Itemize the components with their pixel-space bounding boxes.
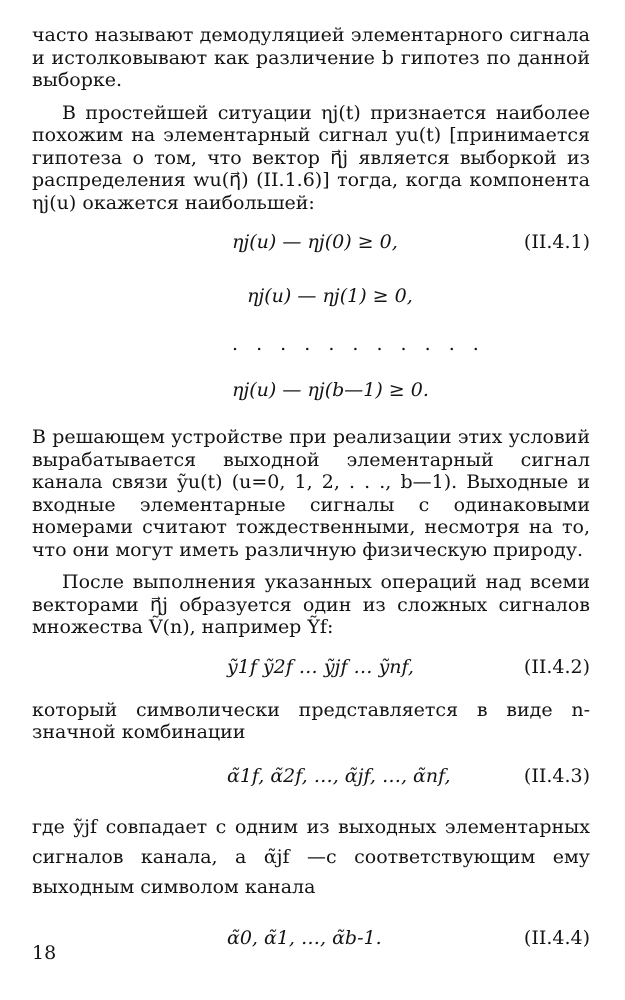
equation-expression: ηj(u) — ηj(1) ≥ 0, — [247, 285, 413, 307]
equation-expression: α̃0, α̃1, …, α̃b-1. — [227, 926, 382, 949]
paragraph-4: После выполнения указанных операций над всеми векторами η⃗j образуется один из сложных сигналов множества Ṽ(n), например Ỹf: — [32, 571, 590, 638]
equation-number: (II.4.3) — [523, 764, 590, 787]
equation-condition-2 — [32, 274, 590, 318]
equation-number: (II.4.4) — [523, 926, 590, 949]
equation-number: (II.4.1) — [523, 231, 590, 253]
equation-expression: ηj(u) — ηj(b—1) ≥ 0. — [232, 379, 429, 401]
equation-ii-4-2 — [32, 645, 590, 689]
equation-condition-b — [32, 368, 590, 412]
equation-expression: ηj(u) — ηj(0) ≥ 0, — [232, 231, 398, 253]
paragraph-6: где ỹjf совпадает с одним из выходных элементарных сигналов канала, а α̃jf —с соответствующим ему выходным символом канала — [32, 815, 590, 898]
page-number: 18 — [32, 942, 57, 964]
equation-ii-4-1 — [32, 220, 590, 264]
paragraph-3: В решающем устройстве при реализации этих условий вырабатывается выходной элементарный сигнал канала связи ỹu(t) (u=0, 1, 2, . . ., b—1). Выходные и входные элементарные сигналы с одинаковыми номерами считают тождественными, несмотря на то, что они могут иметь различную физическую природу. — [32, 426, 590, 561]
equation-expression: α̃1f, α̃2f, …, α̃jf, …, α̃nf, — [227, 764, 451, 787]
equation-ellipsis-row — [32, 326, 590, 362]
equation-ii-4-3 — [32, 754, 590, 798]
equation-number: (II.4.2) — [523, 655, 590, 678]
paragraph-5: который символически представляется в виде n-значной комбинации — [32, 698, 590, 743]
paragraph-2: В простейшей ситуации ηj(t) признается наиболее похожим на элементарный сигнал yu(t) [принимается гипотеза о том, что вектор η⃗j является выборкой из распределения wu(η⃗) (II.1.6)] тогда, когда компонента ηj(u) окажется наибольшей: — [32, 101, 590, 214]
paragraph-1: часто называют демодуляцией элементарного сигнала и истолковывают как различение b гипотез по данной выборке. — [32, 24, 590, 91]
equation-expression: ỹ1f ỹ2f … ỹjf … ỹnf, — [227, 655, 414, 678]
document-page — [32, 24, 590, 960]
ellipsis-dots: . . . . . . . . . . . — [232, 333, 485, 355]
equation-ii-4-4 — [32, 916, 590, 960]
